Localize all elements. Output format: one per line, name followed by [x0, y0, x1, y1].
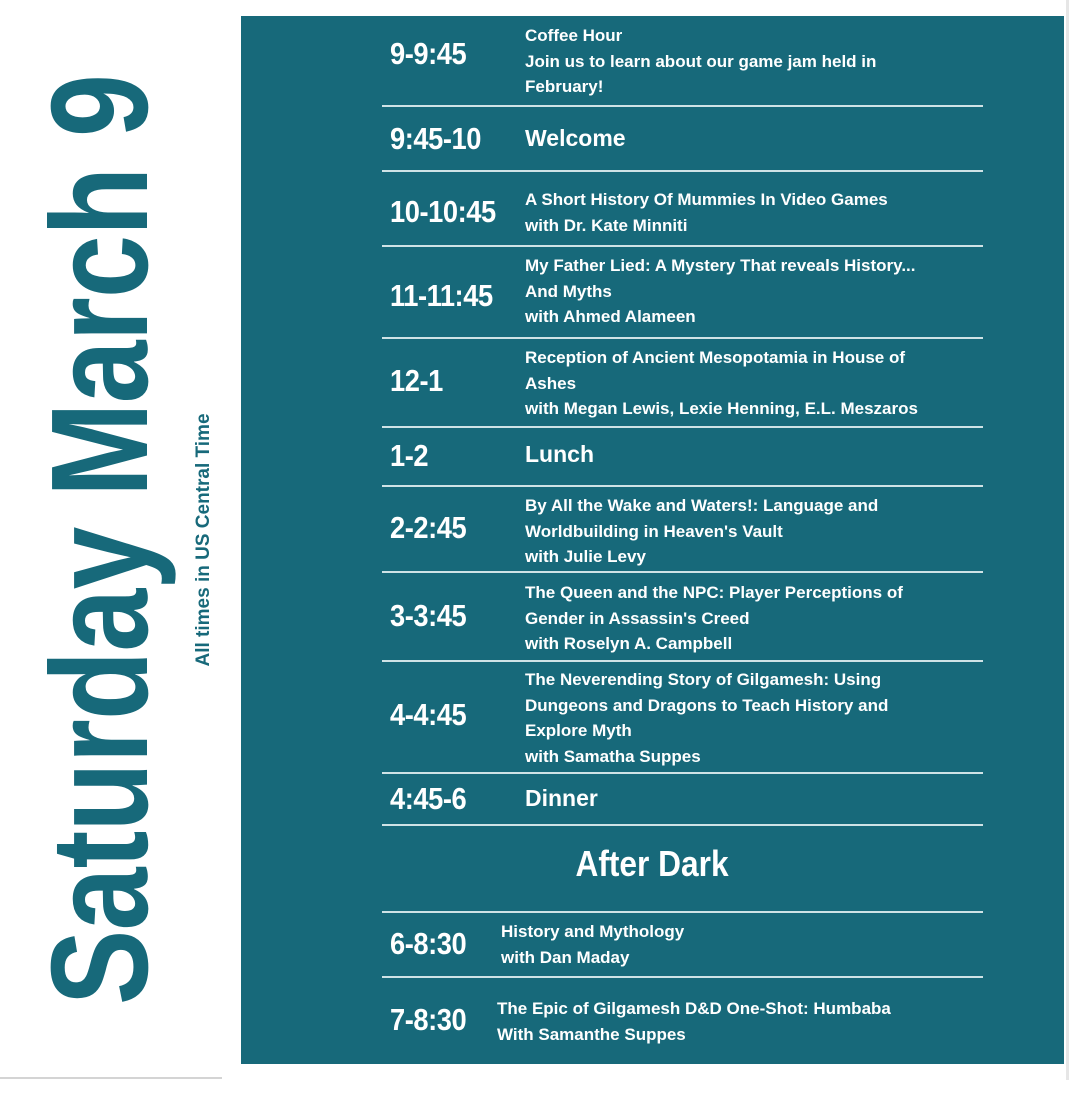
session-line: Gender in Assassin's Creed	[525, 608, 750, 628]
session-line: with Roselyn A. Campbell	[525, 634, 733, 654]
session-description	[525, 786, 985, 812]
session-line: with Dr. Kate Minniti	[525, 215, 688, 235]
after-dark-heading	[241, 843, 1064, 885]
session-line: Worldbuilding in Heaven's Vault	[525, 521, 783, 541]
time-slot: 7-8:30	[390, 1002, 467, 1037]
session-line: And Myths	[525, 281, 612, 301]
session-line: The Queen and the NPC: Player Perceptions of	[525, 583, 903, 602]
session-line: with Megan Lewis, Lexie Henning, E.L. Meszaros	[525, 399, 918, 419]
row-divider	[382, 245, 983, 247]
session-description	[525, 580, 985, 657]
row-divider	[382, 571, 983, 573]
row-divider	[382, 824, 983, 826]
session-line: Reception of Ancient Mesopotamia in House of	[525, 348, 906, 367]
session-line: Dinner	[525, 785, 598, 811]
time-slot: 12-1	[390, 363, 443, 398]
row-divider	[382, 976, 983, 978]
time-slot: 6-8:30	[390, 926, 467, 961]
page-title	[23, 0, 177, 1107]
time-slot: 10-10:45	[390, 194, 496, 229]
session-line: February!	[525, 77, 604, 97]
session-line: The Epic of Gilgamesh D&D One-Shot: Humbaba	[497, 999, 891, 1018]
session-line: with Samatha Suppes	[525, 747, 701, 767]
right-edge-rule	[1066, 0, 1069, 1080]
session-description	[525, 345, 985, 422]
row-divider	[382, 911, 983, 913]
session-line: By All the Wake and Waters!: Language and	[525, 496, 879, 515]
time-slot: 9:45-10	[390, 121, 481, 156]
session-description	[525, 187, 985, 238]
time-slot: 9-9:45	[390, 36, 467, 71]
time-slot: 11-11:45	[390, 278, 493, 313]
row-divider	[382, 660, 983, 662]
session-description	[497, 996, 957, 1047]
timezone-note: All times in US Central Time	[193, 413, 214, 667]
row-divider	[382, 426, 983, 428]
session-line: A Short History Of Mummies In Video Games	[525, 190, 888, 209]
session-line: History and Mythology	[501, 922, 685, 941]
row-divider	[382, 337, 983, 339]
time-slot: 1-2	[390, 438, 429, 473]
session-line: Ashes	[525, 373, 577, 393]
session-description	[501, 919, 961, 970]
row-divider	[382, 170, 983, 172]
session-line: Explore Myth	[525, 721, 632, 741]
session-description	[525, 493, 985, 570]
session-description	[525, 253, 985, 330]
session-line: Welcome	[525, 125, 626, 151]
schedule-panel	[241, 16, 1064, 1064]
row-divider	[382, 772, 983, 774]
session-line: with Julie Levy	[525, 547, 646, 567]
session-line: with Dan Maday	[501, 947, 630, 967]
session-line: with Ahmed Alameen	[525, 307, 696, 327]
session-line: Coffee Hour	[525, 26, 623, 45]
session-description	[525, 667, 985, 770]
time-slot: 2-2:45	[390, 510, 467, 545]
session-description	[525, 126, 985, 152]
time-slot: 4-4:45	[390, 697, 467, 732]
session-line: The Neverending Story of Gilgamesh: Using	[525, 670, 882, 689]
session-line: My Father Lied: A Mystery That reveals History...	[525, 256, 916, 275]
row-divider	[382, 485, 983, 487]
session-line: Lunch	[525, 441, 594, 467]
session-description	[525, 442, 985, 468]
session-line: Join us to learn about our game jam held in	[525, 51, 877, 71]
page-title-text: Saturday March 9	[23, 74, 177, 1006]
session-line: With Samanthe Suppes	[497, 1024, 686, 1044]
session-description	[525, 23, 985, 100]
row-divider	[382, 105, 983, 107]
session-line: Dungeons and Dragons to Teach History and	[525, 695, 889, 715]
after-dark-heading-text: After Dark	[575, 843, 730, 884]
time-slot: 3-3:45	[390, 598, 467, 633]
time-slot: 4:45-6	[390, 781, 467, 816]
